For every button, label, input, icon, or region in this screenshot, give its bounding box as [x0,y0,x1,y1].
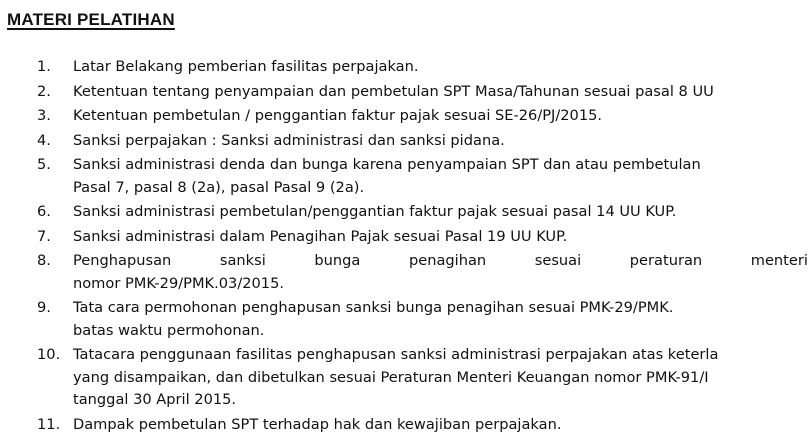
list-item-text [73,226,567,249]
list-item-8 [0,250,808,295]
justified-word: sanksi [219,252,266,269]
list-number: 10. [37,346,61,363]
list-item-text [73,201,676,224]
list-item-text [73,81,714,104]
list-item-4 [0,130,759,153]
document-title: MATERI PELATIHAN [7,10,175,29]
list-number: 8. [37,252,51,269]
list-item-line: Sanksi administrasi pembetulan/penggantian faktur pajak sesuai pasal 14 UU KUP. [73,203,677,220]
list-item-line: yang disampaikan, dan dibetulkan sesuai Peraturan Menteri Keuangan nomor PMK-91/I [73,368,709,386]
list-item-10 [0,344,759,412]
list-number: 11. [37,415,61,433]
list-item-2 [0,81,759,104]
list-item-line: Latar Belakang pemberian fasilitas perpajakan. [73,58,419,75]
list-item-6 [0,201,759,224]
list-number: 2. [37,82,51,100]
list-item-11 [0,414,759,437]
list-number: 5. [37,156,51,173]
list-item-line: batas waktu permohonan. [73,321,265,339]
list-item-text [73,130,505,153]
list-item-line: Tatacara penggunaan fasilitas penghapusan sanksi administrasi perpajakan atas keterla [73,346,719,363]
list-item-text [73,154,701,199]
justified-word: Penghapusan [73,252,172,269]
list-item-3 [0,105,759,128]
list-item-line: Ketentuan tentang penyampaian dan pembetulan SPT Masa/Tahunan sesuai pasal 8 UU [73,82,714,100]
list-number: 9. [37,299,51,316]
list-item-9 [0,297,759,342]
justified-list-line [73,250,808,273]
list-item-line: Sanksi administrasi dalam Penagihan Pajak sesuai Pasal 19 UU KUP. [73,227,568,245]
justified-word: sesuai [534,252,582,269]
training-material-list [0,56,808,438]
list-item-line: Ketentuan pembetulan / penggantian faktur pajak sesuai SE-26/PJ/2015. [73,107,603,124]
list-item-text [73,297,673,342]
justified-word: menteri [750,252,808,269]
list-number: 1. [37,58,51,75]
list-item-line: Pasal 7, pasal 8 (2a), pasal Pasal 9 (2a). [73,178,365,196]
list-item-line: tanggal 30 April 2015. [73,391,237,408]
justified-word: penagihan [408,252,487,269]
list-item-line: nomor PMK-29/PMK.03/2015. [73,274,285,292]
list-number: 4. [37,131,51,149]
list-number: 3. [37,107,51,124]
list-item-5 [0,154,759,199]
list-item-line: Dampak pembetulan SPT terhadap hak dan kewajiban perpajakan. [73,415,562,433]
list-item-text [73,414,561,437]
list-item-text [73,344,718,412]
list-item-text [73,56,418,79]
list-item-text [73,105,602,128]
list-item-7 [0,226,759,249]
list-number: 7. [37,227,51,245]
justified-word: peraturan [629,252,703,269]
list-item-1 [0,56,759,79]
list-item-line: Sanksi administrasi denda dan bunga karena penyampaian SPT dan atau pembetulan [73,156,701,173]
list-number: 6. [37,203,51,220]
list-item-line: Tata cara permohonan penghapusan sanksi bunga penagihan sesuai PMK-29/PMK. [73,299,674,316]
justified-word: bunga [314,252,361,269]
list-item-line: Sanksi perpajakan : Sanksi administrasi dan sanksi pidana. [73,131,505,149]
list-item-text [73,250,808,295]
